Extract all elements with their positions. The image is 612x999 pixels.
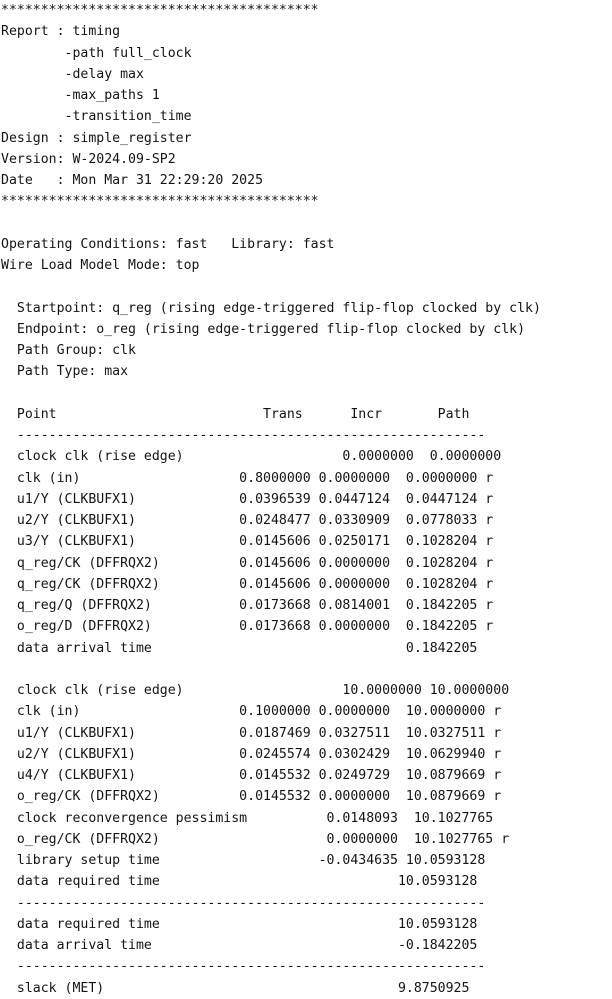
report-line: u1/Y (CLKBUFX1) 0.0396539 0.0447124 0.0447124 r: [1, 491, 494, 507]
report-line: Endpoint: o_reg (rising edge-triggered flip-flop clocked by clk): [1, 321, 526, 337]
report-line: clock clk (rise edge) 10.0000000 10.0000000: [1, 683, 510, 698]
report-line: slack (MET) 9.8750925: [1, 980, 470, 996]
report-line: q_reg/CK (DFFRQX2) 0.0145606 0.0000000 0.1028204 r: [1, 555, 494, 571]
report-line: ****************************************: [1, 194, 319, 210]
report-line: Path Type: max: [1, 364, 129, 380]
report-line: o_reg/CK (DFFRQX2) 0.0145532 0.0000000 10.0879669 r: [1, 789, 502, 805]
report-line: Report : timing: [1, 24, 121, 40]
report-line: Version: W-2024.09-SP2: [1, 151, 176, 167]
report-line: u4/Y (CLKBUFX1) 0.0145532 0.0249729 10.0879669 r: [1, 768, 502, 783]
report-line: o_reg/CK (DFFRQX2) 0.0000000 10.1027765 r: [1, 831, 510, 847]
report-line: -path full_clock: [1, 45, 192, 61]
report-line: data arrival time -0.1842205: [1, 938, 478, 953]
report-line: clk (in) 0.8000000 0.0000000 0.0000000 r: [1, 470, 494, 486]
report-line: u1/Y (CLKBUFX1) 0.0187469 0.0327511 10.0327511 r: [1, 725, 502, 741]
report-line: [1, 383, 612, 404]
report-line: data required time 10.0593128: [1, 916, 478, 932]
report-line: -max_paths 1: [1, 88, 160, 103]
report-line: Wire Load Model Mode: top: [1, 258, 200, 273]
report-line: -transition_time: [1, 109, 192, 125]
report-line: Design : simple_register: [1, 130, 192, 146]
report-line: [1, 213, 612, 234]
report-line: o_reg/D (DFFRQX2) 0.0173668 0.0000000 0.1842205 r: [1, 619, 494, 635]
report-line: Startpoint: q_reg (rising edge-triggered flip-flop clocked by clk): [1, 300, 541, 316]
report-line: Point Trans Incr Path: [1, 406, 470, 422]
report-line: q_reg/CK (DFFRQX2) 0.0145606 0.0000000 0.1028204 r: [1, 576, 494, 592]
report-line: ****************************************: [1, 3, 319, 18]
report-line: q_reg/Q (DFFRQX2) 0.0173668 0.0814001 0.1842205 r: [1, 598, 494, 613]
report-line: data required time 10.0593128: [1, 874, 478, 890]
report-line: [1, 659, 612, 680]
report-line: clock reconvergence pessimism 0.0148093 10.1027765: [1, 810, 494, 826]
report-line: data arrival time 0.1842205: [1, 640, 478, 656]
report-line: [1, 276, 612, 297]
report-line: u2/Y (CLKBUFX1) 0.0245574 0.0302429 10.0629940 r: [1, 746, 502, 762]
report-line: Date : Mon Mar 31 22:29:20 2025: [1, 173, 264, 188]
timing-report: [1, 0, 612, 999]
report-line: Path Group: clk: [1, 343, 136, 358]
report-line: Operating Conditions: fast Library: fast: [1, 236, 335, 252]
report-line: clk (in) 0.1000000 0.0000000 10.0000000 r: [1, 704, 502, 720]
report-line: library setup time -0.0434635 10.0593128: [1, 853, 486, 868]
report-line: -----------------------------------------------------------: [1, 959, 486, 975]
report-line: u2/Y (CLKBUFX1) 0.0248477 0.0330909 0.0778033 r: [1, 513, 494, 528]
report-line: -----------------------------------------------------------: [1, 428, 486, 443]
report-line: -delay max: [1, 66, 144, 82]
report-line: u3/Y (CLKBUFX1) 0.0145606 0.0250171 0.1028204 r: [1, 534, 494, 550]
report-line: -----------------------------------------------------------: [1, 895, 486, 911]
report-line: clock clk (rise edge) 0.0000000 0.0000000: [1, 449, 502, 465]
